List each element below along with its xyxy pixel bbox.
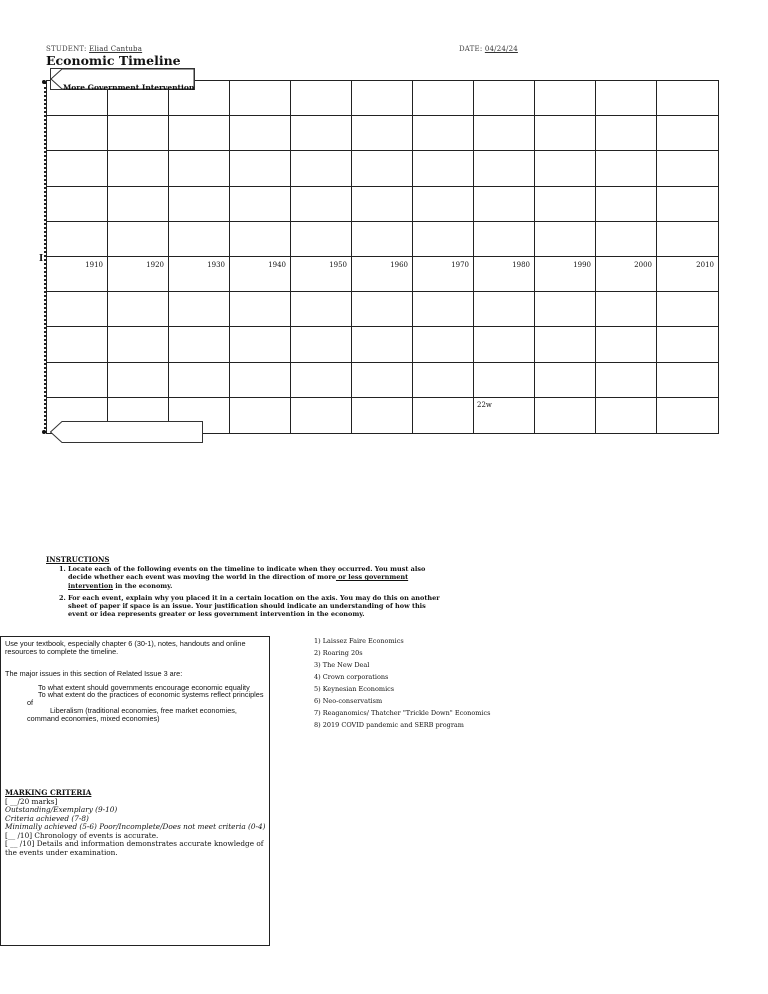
timeline-cell <box>657 292 718 327</box>
timeline-cell <box>47 363 108 398</box>
marking-criteria <box>5 789 267 857</box>
timeline-cell <box>474 257 535 292</box>
timeline-cell <box>230 257 291 292</box>
timeline-cell <box>169 363 230 398</box>
year-label: 2010 <box>696 261 714 269</box>
timeline-cell <box>230 292 291 327</box>
level-minimal: Minimally achieved (5-6) Poor/Incomplete/Does not meet criteria (0-4) <box>5 822 266 831</box>
timeline-cell <box>291 327 352 362</box>
timeline-cell <box>535 81 596 116</box>
timeline-cell <box>108 151 169 186</box>
timeline-cell <box>108 257 169 292</box>
timeline-cell <box>291 398 352 433</box>
more-intervention-label <box>50 68 195 90</box>
issues-heading: The major issues in this section of Related Issue 3 are: <box>5 669 183 678</box>
timeline-cell <box>535 187 596 222</box>
event-item: 3) The New Deal <box>314 661 370 669</box>
timeline-cell <box>596 187 657 222</box>
timeline-cell <box>657 398 718 433</box>
timeline-cell <box>413 292 474 327</box>
timeline-cell <box>657 327 718 362</box>
timeline-cell <box>413 116 474 151</box>
timeline-cell <box>291 116 352 151</box>
instructions-list <box>56 565 440 623</box>
timeline-cell <box>352 151 413 186</box>
date-label: DATE: <box>459 45 483 53</box>
timeline-cell <box>596 81 657 116</box>
timeline-cell <box>230 398 291 433</box>
criteria-details: [ __ /10] Details and information demonstrates accurate knowledge of the events under examination. <box>5 839 264 857</box>
timeline-cell <box>596 257 657 292</box>
issue-2: To what extent do the practices of economic systems reflect principles of <box>27 690 264 707</box>
issue-3: Liberalism (traditional economies, free market economies, command economies, mixed economies) <box>27 706 237 723</box>
event-item: 7) Reaganomics/ Thatcher "Trickle Down" Economics <box>314 709 491 717</box>
timeline-cell <box>596 292 657 327</box>
year-label: 1910 <box>85 261 103 269</box>
timeline-cell <box>352 257 413 292</box>
instruction-2-text: For each event, explain why you placed it in a certain location on the axis. You may do this on another sheet of paper if space is an issue. Your justification should indicate an understanding of how this event or idea represents greater or less government intervention in the economy. <box>68 593 440 619</box>
year-label: 1920 <box>146 261 164 269</box>
timeline-cell <box>230 187 291 222</box>
timeline-cell <box>352 187 413 222</box>
event-item: 8) 2019 COVID pandemic and SERB program <box>314 721 464 729</box>
timeline-cell <box>657 222 718 257</box>
timeline-cell <box>657 81 718 116</box>
timeline-cell <box>535 257 596 292</box>
timeline-cell <box>596 398 657 433</box>
timeline-cell <box>596 363 657 398</box>
timeline-cell <box>535 116 596 151</box>
timeline-cell <box>413 222 474 257</box>
timeline-cell <box>230 116 291 151</box>
year-label: 2000 <box>634 261 652 269</box>
timeline-cell <box>47 222 108 257</box>
student-field <box>46 45 142 53</box>
timeline-grid <box>46 80 719 434</box>
instruction-1-text: Locate each of the following events on the timeline to indicate when they occurred. You must also decide whether each event was moving the world in the direction of more <box>68 565 426 582</box>
timeline-cell <box>474 187 535 222</box>
timeline-cell <box>230 363 291 398</box>
instruction-1 <box>68 565 440 590</box>
timeline-cell <box>535 363 596 398</box>
timeline-cell <box>352 116 413 151</box>
axis-mark: I <box>39 254 44 264</box>
timeline-cell <box>413 187 474 222</box>
timeline-cell <box>47 327 108 362</box>
timeline-cell <box>47 151 108 186</box>
timeline-cell <box>352 398 413 433</box>
timeline-cell <box>413 327 474 362</box>
more-intervention-text: More Government Intervention <box>63 83 195 92</box>
year-label: 1930 <box>207 261 225 269</box>
timeline-cell <box>230 151 291 186</box>
timeline-cell <box>535 292 596 327</box>
timeline-cell <box>352 327 413 362</box>
timeline-cell <box>413 81 474 116</box>
axis-top-point <box>42 80 46 84</box>
instruction-2 <box>68 594 440 619</box>
timeline-cell <box>474 363 535 398</box>
timeline-cell <box>474 151 535 186</box>
less-intervention-label <box>50 421 203 443</box>
timeline-cell <box>657 363 718 398</box>
timeline-cell <box>474 398 535 433</box>
student-label: STUDENT: <box>46 45 87 53</box>
event-item: 1) Laissez Faire Economics <box>314 637 404 645</box>
timeline-cell <box>230 222 291 257</box>
cell-note: 22w <box>477 400 492 409</box>
timeline-cell <box>169 257 230 292</box>
student-name: Eliad Cantuba <box>89 45 143 53</box>
timeline-cell <box>291 187 352 222</box>
instruction-1-underline: or less government intervention <box>68 573 409 590</box>
events-list <box>314 635 490 731</box>
timeline-cell <box>108 292 169 327</box>
instruction-1-end: in the economy. <box>112 581 173 590</box>
timeline-cell <box>474 292 535 327</box>
timeline-cell <box>291 363 352 398</box>
level-outstanding: Outstanding/Exemplary (9-10) <box>5 805 118 814</box>
timeline-cell <box>352 81 413 116</box>
timeline-cell <box>474 81 535 116</box>
timeline-cell <box>169 116 230 151</box>
timeline-cell <box>535 222 596 257</box>
page-title: Economic Timeline <box>46 53 181 68</box>
timeline-cell <box>474 327 535 362</box>
timeline-cell <box>169 292 230 327</box>
year-label: 1960 <box>390 261 408 269</box>
event-item: 6) Neo-conservatism <box>314 697 383 705</box>
timeline-cell <box>413 398 474 433</box>
timeline-cell <box>291 222 352 257</box>
tag-shape-bottom <box>50 421 203 443</box>
vertical-axis <box>44 82 46 433</box>
timeline-cell <box>108 116 169 151</box>
timeline-cell <box>169 327 230 362</box>
date-value: 04/24/24 <box>484 45 518 53</box>
timeline-cell <box>413 363 474 398</box>
timeline-cell <box>230 327 291 362</box>
timeline-cell <box>108 222 169 257</box>
axis-bottom-point <box>42 430 46 434</box>
timeline-cell <box>47 292 108 327</box>
event-item: 5) Keynesian Economics <box>314 685 395 693</box>
year-label: 1980 <box>512 261 530 269</box>
timeline-cell <box>657 257 718 292</box>
timeline-cell <box>291 151 352 186</box>
event-item: 4) Crown corporations <box>314 673 389 681</box>
timeline-cell <box>474 116 535 151</box>
timeline-cell <box>291 81 352 116</box>
timeline-cell <box>108 363 169 398</box>
timeline-cell <box>291 257 352 292</box>
timeline-cell <box>352 292 413 327</box>
level-achieved: Criteria achieved (7-8) <box>5 813 89 823</box>
timeline-cell <box>47 257 108 292</box>
criteria-chronology: [__ /10] Chronology of events is accurate. <box>5 830 159 840</box>
marking-title: MARKING CRITERIA <box>5 788 92 797</box>
timeline-cell <box>47 187 108 222</box>
timeline-cell <box>108 327 169 362</box>
timeline-cell <box>535 327 596 362</box>
timeline-cell <box>596 222 657 257</box>
timeline-cell <box>169 222 230 257</box>
year-label: 1990 <box>573 261 591 269</box>
timeline-cell <box>657 116 718 151</box>
timeline-cell <box>47 116 108 151</box>
timeline-cell <box>596 327 657 362</box>
year-label: 1950 <box>329 261 347 269</box>
timeline-cell <box>169 187 230 222</box>
timeline-cell <box>657 187 718 222</box>
timeline-cell <box>596 116 657 151</box>
timeline-cell <box>108 187 169 222</box>
date-field <box>459 45 518 53</box>
timeline-cell <box>291 292 352 327</box>
event-item: 2) Roaring 20s <box>314 649 363 657</box>
timeline-cell <box>535 398 596 433</box>
timeline-cell <box>474 222 535 257</box>
info-box <box>0 636 270 946</box>
timeline-cell <box>657 151 718 186</box>
marks-total: [ __/20 marks] <box>5 796 58 806</box>
timeline-cell <box>413 257 474 292</box>
resources-text: Use your textbook, especially chapter 6 (30-1), notes, handouts and online resources to complete the timeline. <box>5 639 246 656</box>
year-label: 1940 <box>268 261 286 269</box>
instructions-title: INSTRUCTIONS <box>46 555 110 564</box>
timeline-cell <box>169 151 230 186</box>
issue-1: To what extent should governments encourage economic equality <box>38 683 250 692</box>
timeline-cell <box>535 151 596 186</box>
timeline-cell <box>352 222 413 257</box>
year-label: 1970 <box>451 261 469 269</box>
timeline-cell <box>413 151 474 186</box>
timeline-cell <box>596 151 657 186</box>
timeline-cell <box>352 363 413 398</box>
timeline-cell <box>230 81 291 116</box>
